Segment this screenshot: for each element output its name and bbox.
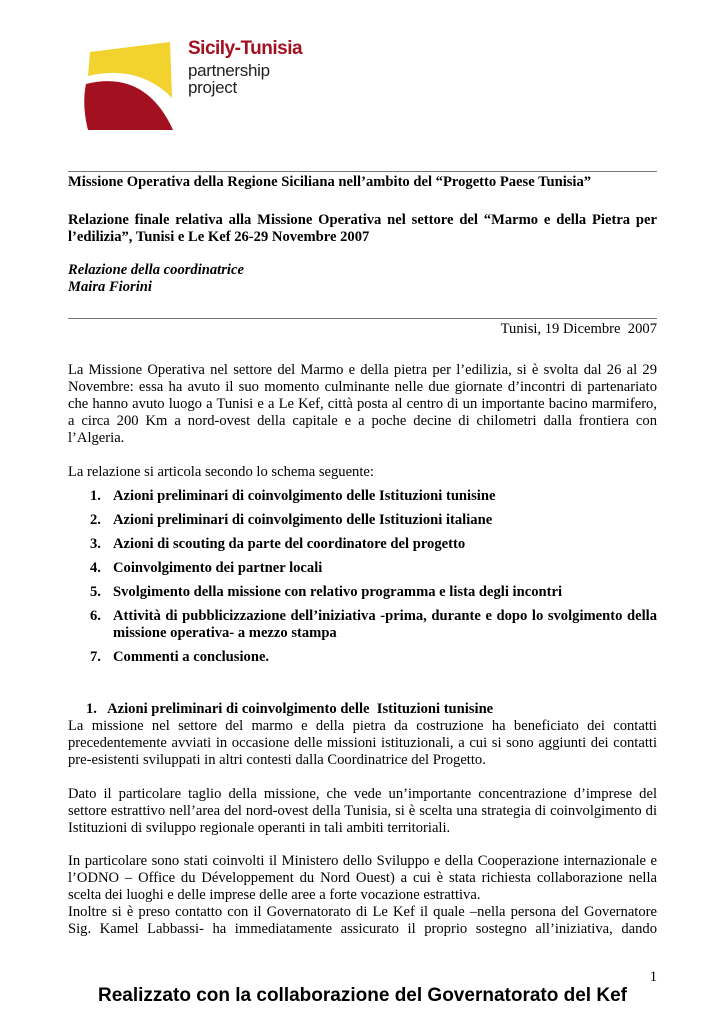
paragraph: In particolare sono stati coinvolti il Ministero dello Sviluppo e della Cooperazione internazionale e l’ODNO – Office du Développement du Nord Ouest) a cui è stata richiesta collaborazione nella scelta dei luoghi e delle imprese delle aree a forte vocazione estrattiva. — [68, 853, 657, 903]
logo — [80, 40, 312, 132]
document-title: Missione Operativa della Regione Siciliana nell’ambito del “Progetto Paese Tunisia” — [68, 174, 592, 190]
footer-text: Realizzato con la collaborazione del Governatorato del Kef — [98, 985, 627, 1006]
page-number: 1 — [649, 969, 657, 985]
list-item: 2. Azioni preliminari di coinvolgimento delle Istituzioni italiane — [90, 512, 493, 528]
logo-graphic — [80, 40, 180, 132]
schema-intro: La relazione si articola secondo lo schema seguente: — [68, 464, 374, 480]
schema-list — [90, 488, 657, 673]
section-heading: 1. Azioni preliminari di coinvolgimento delle Istituzioni tunisine — [86, 701, 494, 717]
author-name: Maira Fiorini — [68, 279, 152, 295]
list-item: 1. Azioni preliminari di coinvolgimento delle Istituzioni tunisine — [90, 488, 496, 504]
list-item: 3. Azioni di scouting da parte del coordinatore del progetto — [90, 536, 466, 552]
list-item: 5. Svolgimento della missione con relativo programma e lista degli incontri — [90, 584, 562, 600]
logo-title: Sicily-Tunisia — [188, 38, 303, 59]
paragraph: Inoltre si è preso contatto con il Governatorato di Le Kef il quale –nella persona del Governatore Sig. Kamel Labbassi- ha immediatamente assicurato il proprio sostegno all’iniziativa, dando — [68, 904, 657, 937]
paragraph: La missione nel settore del marmo e della pietra da costruzione ha beneficiato dei contatti precedentemente avviati in occasione delle missioni istituzionali, a cui si sono aggiunti dei contatti pre-esistenti sviluppati in altri contesti dalla Coordinatrice del Progetto. — [68, 718, 657, 768]
intro-paragraph: La Missione Operativa nel settore del Marmo e della pietra per l’edilizia, si è svolta dal 26 al 29 Novembre: essa ha avuto il suo momento culminante nelle due giornate d’incontri di partenariato che hanno avuto luogo a Tunisi e a Le Kef, città posta al centro di un importante bacino marmifero, a circa 200 Km a nord-ovest della capitale e a poche decine di chilometri dalla frontiera con l’Algeria. — [68, 362, 657, 446]
document-subtitle: Relazione finale relativa alla Missione Operativa nel settore del “Marmo e della Pietra per l’edilizia”, Tunisi e Le Kef 26-29 Novembre 2007 — [68, 212, 657, 245]
list-item: 6. Attività di pubblicizzazione dell’iniziativa -prima, durante e dopo lo svolgimento della missione operativa- a mezzo stampa — [90, 608, 657, 641]
divider — [68, 318, 657, 319]
document-date: Tunisi, 19 Dicembre 2007 — [500, 321, 657, 337]
author-role: Relazione della coordinatrice — [68, 262, 244, 278]
list-item: 7. Commenti a conclusione. — [90, 649, 270, 665]
divider — [68, 171, 657, 172]
paragraph: Dato il particolare taglio della missione, che vede un’importante concentrazione d’imprese del settore estrattivo nell’area del nord-ovest della Tunisia, si è scelta una strategia di coinvolgimento di Istituzioni di sviluppo regionale operanti in tali ambiti territoriali. — [68, 786, 657, 836]
list-item: 4. Coinvolgimento dei partner locali — [90, 560, 323, 576]
logo-subtitle: partnership project — [188, 61, 270, 97]
